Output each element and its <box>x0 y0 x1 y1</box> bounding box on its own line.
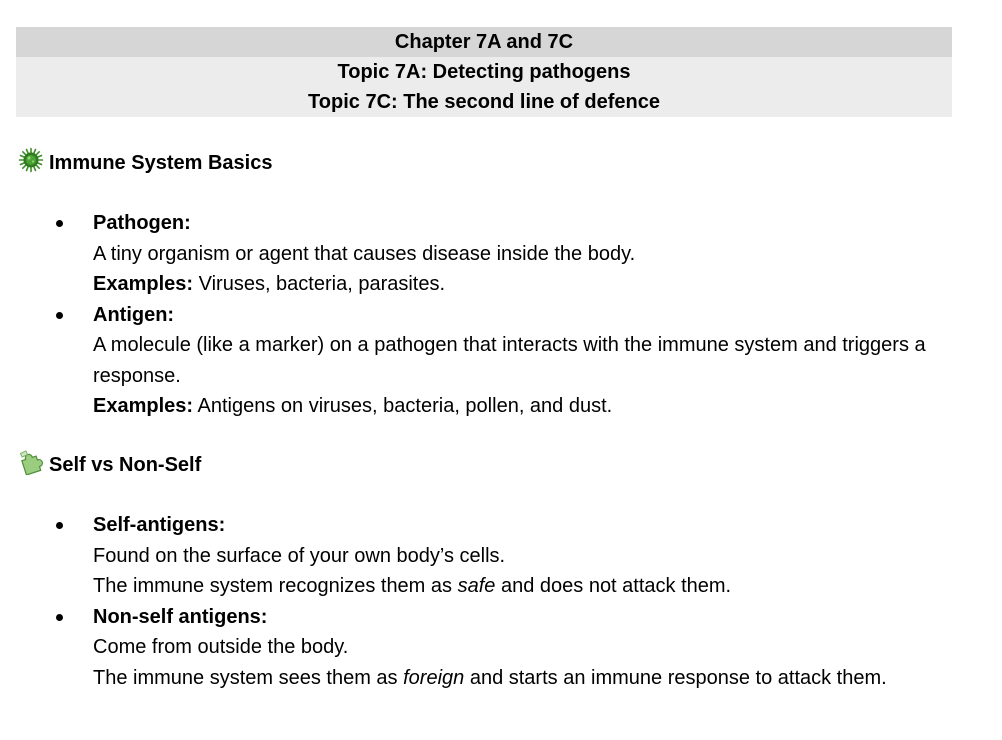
term-label: Antigen: <box>93 303 175 326</box>
list-item-self-antigens <box>56 510 956 602</box>
description-line: Come from outside the body. <box>93 636 349 658</box>
section-heading-immune-basics <box>18 150 272 176</box>
examples-label: Examples: <box>93 273 194 295</box>
term-label: Self-antigens: <box>93 514 226 536</box>
bullet-icon <box>56 312 63 319</box>
list-item-non-self-antigens <box>56 602 956 694</box>
text-segment: The immune system sees them as <box>93 666 404 689</box>
section-heading-text: Self vs Non-Self <box>49 454 202 476</box>
bullet-icon <box>56 220 63 227</box>
term-label: Pathogen: <box>93 212 191 234</box>
emphasis-text: safe <box>457 575 496 597</box>
section-heading-text: Immune System Basics <box>49 152 273 174</box>
text-segment: The immune system recognizes them as <box>93 575 458 597</box>
description-line <box>93 663 956 694</box>
examples-line <box>93 391 956 422</box>
examples-line <box>93 269 956 300</box>
examples-text: Antigens on viruses, bacteria, pollen, and dust. <box>193 395 613 417</box>
examples-text: Viruses, bacteria, parasites. <box>193 273 446 295</box>
document-header <box>16 27 952 117</box>
topic-7a-title: Topic 7A: Detecting pathogens <box>16 57 952 87</box>
text-segment: and starts an immune response to attack them. <box>464 666 887 689</box>
list-item-antigen <box>56 300 956 422</box>
section-heading-self-vs-non-self <box>18 452 201 478</box>
puzzle-piece-icon <box>18 449 44 475</box>
list-item-pathogen <box>56 208 956 300</box>
chapter-title: Chapter 7A and 7C <box>16 27 952 57</box>
description-line: Found on the surface of your own body’s cells. <box>93 544 506 567</box>
description-line <box>93 571 956 602</box>
definition-text: A molecule (like a marker) on a pathogen that interacts with the immune system and triggers a response. <box>93 334 926 387</box>
emphasis-text: foreign <box>403 666 465 689</box>
topic-7c-title: Topic 7C: The second line of defence <box>16 87 952 117</box>
self-non-self-list <box>56 510 956 693</box>
bullet-icon <box>56 522 63 529</box>
bullet-icon <box>56 614 63 621</box>
microbe-icon <box>18 147 44 173</box>
definition-text: A tiny organism or agent that causes disease inside the body. <box>93 242 636 265</box>
text-segment: and does not attack them. <box>495 575 732 597</box>
examples-label: Examples: <box>93 395 194 417</box>
immune-basics-list <box>56 208 956 422</box>
term-label: Non-self antigens: <box>93 605 268 628</box>
